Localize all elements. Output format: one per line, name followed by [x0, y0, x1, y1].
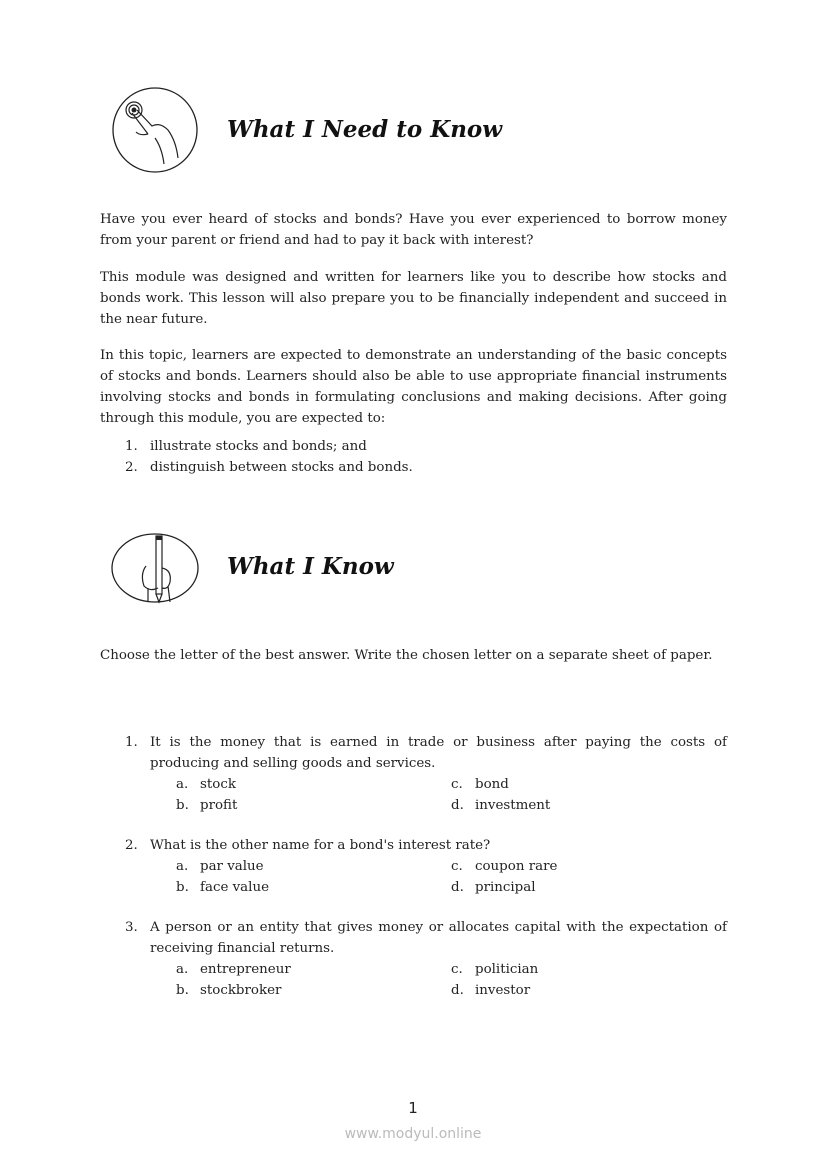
option: d. principal	[451, 880, 536, 895]
option: b. stockbroker	[176, 983, 282, 998]
option: d. investment	[451, 798, 551, 813]
list-item: 1. illustrate stocks and bonds; and	[125, 439, 367, 454]
paragraph: Have you ever heard of stocks and bonds? Have you ever experienced to borrow money from your parent or friend and had to pay it back with interest?	[100, 212, 727, 248]
watermark: www.modyul.online	[344, 1126, 482, 1142]
option: c. coupon rare	[451, 859, 558, 874]
hand-holding-pencil-icon	[110, 530, 202, 606]
option: b. profit	[176, 798, 238, 813]
page-number: 1	[408, 1099, 418, 1117]
option: a. entrepreneur	[176, 962, 291, 977]
section-title: What I Know	[227, 553, 394, 580]
objectives-list	[100, 436, 727, 478]
option: a. par value	[176, 859, 264, 874]
question-1: 1. It is the money that is earned in trade or business after paying the costs of producing and selling goods and services. a. stock c. bond b. profit d. investment	[100, 732, 727, 816]
section-title: What I Need to Know	[227, 116, 503, 143]
paragraph: This module was designed and written for learners like you to describe how stocks and bonds work. This lesson will also prepare you to be financially independent and succeed in the near future.	[100, 270, 727, 327]
instructions: Choose the letter of the best answer. Write the chosen letter on a separate sheet of paper.	[100, 648, 713, 663]
question-2: 2. What is the other name for a bond's interest rate? a. par value c. coupon rare b. face value d. principal	[100, 835, 727, 898]
option: b. face value	[176, 880, 269, 895]
list-item: 2. distinguish between stocks and bonds.	[125, 460, 413, 475]
option: d. investor	[451, 983, 531, 998]
option: a. stock	[176, 777, 236, 792]
paragraph: In this topic, learners are expected to demonstrate an understanding of the basic concepts of stocks and bonds. Learners should also be able to use appropriate financial instruments involving stocks and bonds in formulating conclusions and making decisions. After going through this module, you are expected to:	[100, 348, 727, 426]
pointing-hand-icon	[110, 86, 202, 176]
option: c. politician	[451, 962, 539, 977]
option: c. bond	[451, 777, 509, 792]
question-3: 3. A person or an entity that gives money or allocates capital with the expectation of receiving financial returns. a. entrepreneur c. politician b. stockbroker d. investor	[100, 917, 727, 1001]
